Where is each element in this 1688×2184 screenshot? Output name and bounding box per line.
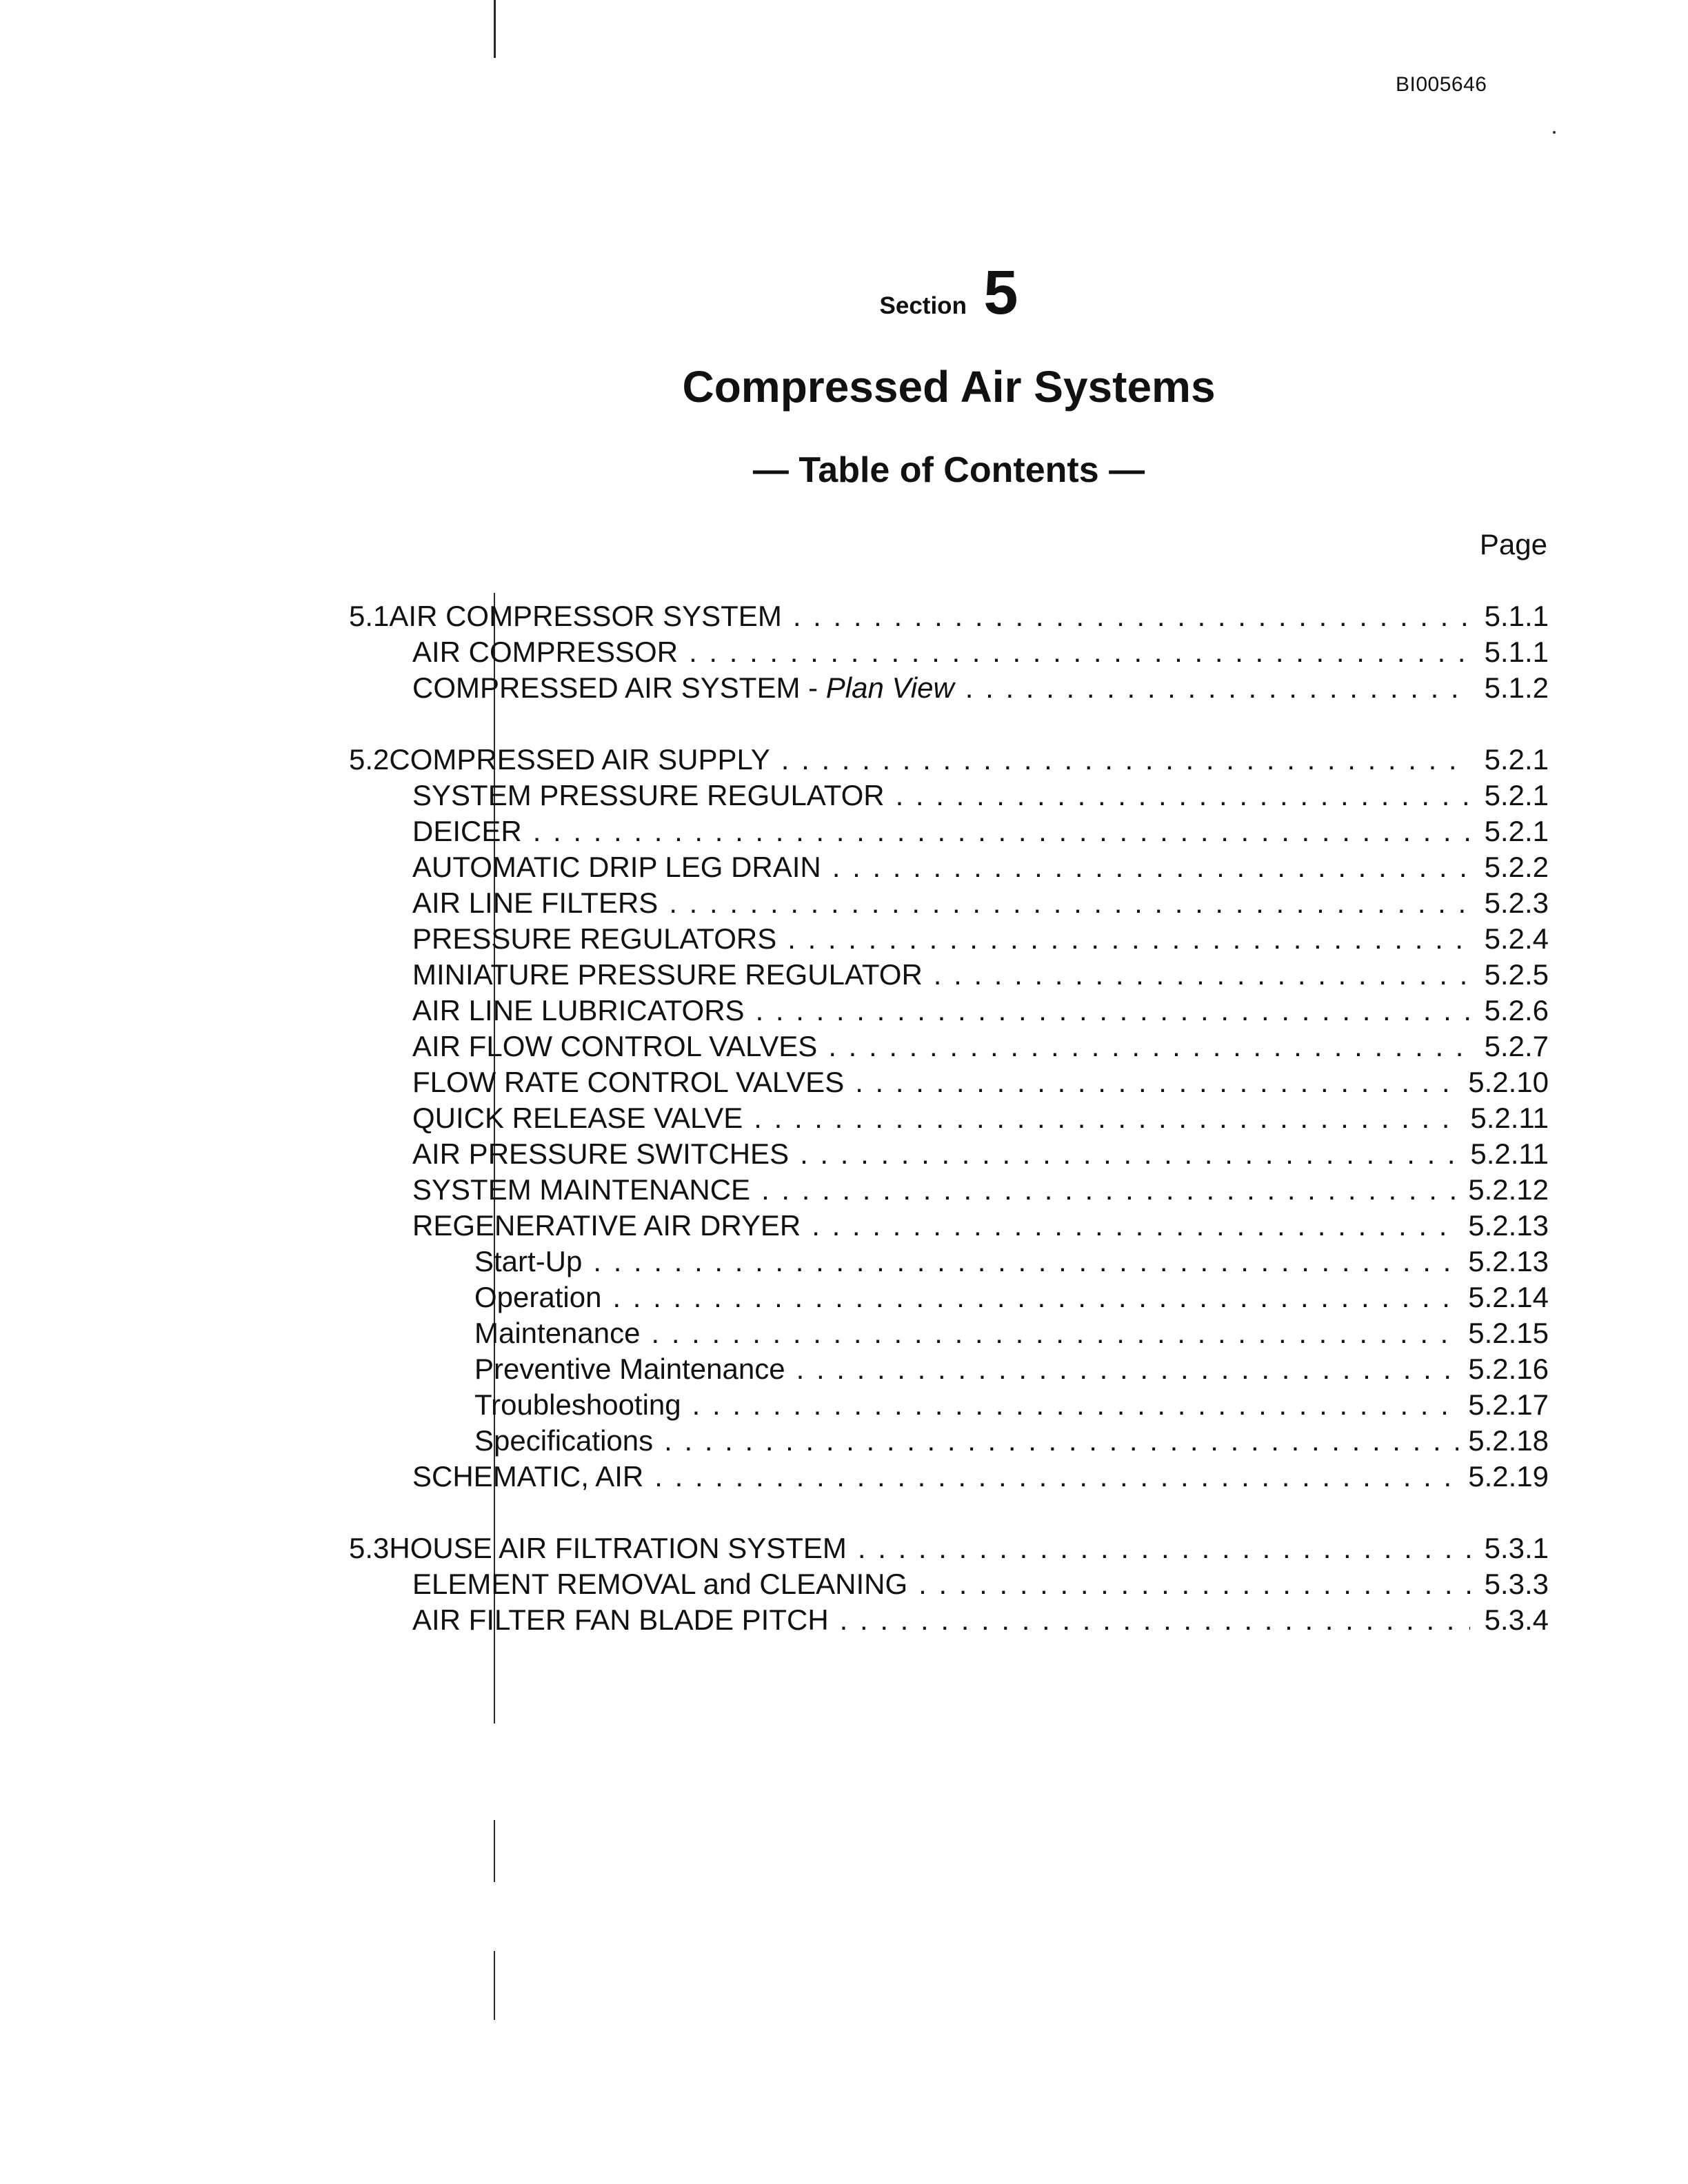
- toc-entry-label: [412, 1136, 789, 1172]
- toc-entry-label: [389, 1530, 847, 1566]
- document-id: BI005646: [1396, 73, 1487, 96]
- toc-entry[interactable]: [349, 1602, 1549, 1638]
- toc-page-number: 5.2.10: [1468, 1066, 1549, 1098]
- toc-entry[interactable]: [349, 1244, 1549, 1280]
- dot-leader: [761, 1172, 1458, 1208]
- toc-entry-label: [474, 1387, 681, 1423]
- toc-entry[interactable]: [349, 1459, 1549, 1495]
- toc-entry-label: [412, 1172, 750, 1208]
- dot-leader: [652, 1315, 1459, 1351]
- toc-entry-text: Troubleshooting: [474, 1388, 681, 1421]
- toc-entry-label: [389, 598, 781, 634]
- section-number: 5: [983, 259, 1018, 327]
- dot-leader: [840, 1602, 1470, 1638]
- toc-entry-text: AIR FLOW CONTROL VALVES: [412, 1030, 818, 1062]
- toc-entry[interactable]: [349, 742, 1549, 778]
- toc-page-number: 5.2.1: [1484, 815, 1549, 847]
- dot-leader: [934, 957, 1470, 993]
- toc-page-number: 5.2.11: [1470, 1138, 1549, 1170]
- toc-group: [349, 1530, 1549, 1638]
- toc-entry-label: [474, 1315, 641, 1351]
- toc-subtitle: — Table of Contents —: [752, 450, 1145, 490]
- dot-leader: [855, 1064, 1458, 1100]
- toc-group: [349, 742, 1549, 1495]
- toc-entry-label: [412, 634, 678, 670]
- toc-entry-label: [412, 1566, 907, 1602]
- toc-entry-label: [412, 1064, 844, 1100]
- toc-entry[interactable]: [349, 1172, 1549, 1208]
- toc-entry[interactable]: [349, 993, 1549, 1029]
- toc-page-number: 5.2.2: [1484, 851, 1549, 883]
- scan-speck: [1553, 131, 1556, 134]
- toc-entry-text: QUICK RELEASE VALVE: [412, 1102, 743, 1134]
- toc-entry[interactable]: [349, 1280, 1549, 1315]
- toc-entry-text: AIR COMPRESSOR SYSTEM: [389, 600, 782, 632]
- toc-entry-label: [412, 1100, 743, 1136]
- toc-page-number: 5.2.14: [1468, 1281, 1549, 1313]
- toc-entry[interactable]: [349, 1100, 1549, 1136]
- toc-entry[interactable]: [349, 813, 1549, 849]
- toc-entry[interactable]: [349, 1208, 1549, 1244]
- toc-page-number: 5.2.6: [1484, 994, 1549, 1027]
- scan-line-top: [494, 0, 496, 58]
- toc-entry-label: [389, 742, 770, 778]
- dot-leader: [593, 1244, 1458, 1280]
- toc-entry-label: [412, 1208, 801, 1244]
- toc-page-number: 5.2.13: [1468, 1245, 1549, 1277]
- toc-entry-text: MINIATURE PRESSURE REGULATOR: [412, 958, 923, 991]
- toc-entry[interactable]: [349, 598, 1549, 634]
- toc-entry-label: [412, 1029, 817, 1064]
- toc-section-number: 5.3: [349, 1532, 390, 1564]
- dot-leader: [664, 1423, 1458, 1459]
- toc-entry-label: [412, 1602, 829, 1638]
- section-heading: [0, 258, 1688, 329]
- page-title: Compressed Air Systems: [682, 362, 1216, 412]
- dot-leader: [533, 813, 1470, 849]
- toc-entry-italic-text: Plan View: [825, 671, 954, 704]
- toc-page-number: 5.1.1: [1484, 636, 1549, 668]
- toc-page-number: 5.2.13: [1468, 1209, 1549, 1242]
- dot-leader: [612, 1280, 1458, 1315]
- toc-entry-text: AUTOMATIC DRIP LEG DRAIN: [412, 851, 821, 883]
- toc-page-number: 5.2.1: [1484, 743, 1549, 776]
- toc-entry[interactable]: [349, 778, 1549, 813]
- toc-page-number: 5.1.1: [1484, 600, 1549, 632]
- dot-leader: [654, 1459, 1458, 1495]
- toc-page-number: 5.3.1: [1484, 1532, 1549, 1564]
- toc-page-number: 5.1.2: [1484, 671, 1549, 704]
- dot-leader: [918, 1566, 1470, 1602]
- toc-entry-label: [412, 993, 745, 1029]
- toc-entry[interactable]: [349, 1029, 1549, 1064]
- dot-leader: [756, 993, 1470, 1029]
- dot-leader: [812, 1208, 1458, 1244]
- toc-entry-text: COMPRESSED AIR SUPPLY: [389, 743, 770, 776]
- dot-leader: [692, 1387, 1459, 1423]
- toc-entry-label: [412, 670, 954, 706]
- toc-entry[interactable]: [349, 1387, 1549, 1423]
- toc-page-number: 5.2.4: [1484, 922, 1549, 955]
- toc-entry-text: REGENERATIVE AIR DRYER: [412, 1209, 801, 1242]
- toc-entry-text: Operation: [474, 1281, 602, 1313]
- toc-entry[interactable]: [349, 1423, 1549, 1459]
- toc-entry[interactable]: [349, 634, 1549, 670]
- toc-entry-label: [474, 1423, 653, 1459]
- dot-leader: [669, 885, 1470, 921]
- scan-line-lower: [494, 1820, 495, 1882]
- toc-entry-text: Start-Up: [474, 1245, 583, 1277]
- toc-entry[interactable]: [349, 1351, 1549, 1387]
- toc-page-number: 5.2.5: [1484, 958, 1549, 991]
- dot-leader: [832, 849, 1470, 885]
- dot-leader: [793, 598, 1470, 634]
- dot-leader: [781, 742, 1470, 778]
- toc-entry-label: [412, 957, 923, 993]
- toc-entry-label: [474, 1244, 582, 1280]
- toc-page-number: 5.2.17: [1468, 1388, 1549, 1421]
- toc-entry[interactable]: [349, 885, 1549, 921]
- toc-entry[interactable]: [349, 670, 1549, 706]
- toc-entry-label: [474, 1280, 601, 1315]
- toc-entry[interactable]: [349, 1315, 1549, 1351]
- toc-entry-text: AIR COMPRESSOR: [412, 636, 679, 668]
- toc-entry[interactable]: [349, 849, 1549, 885]
- toc-entry-label: [412, 778, 885, 813]
- toc-entry-label: [474, 1351, 785, 1387]
- dot-leader: [787, 921, 1470, 957]
- toc-entry-text: Preventive Maintenance: [474, 1353, 785, 1385]
- toc-entry-label: [412, 885, 658, 921]
- toc-entry-text: DEICER: [412, 815, 522, 847]
- toc-entry-text: AIR LINE FILTERS: [412, 887, 659, 919]
- toc-entry-label: [412, 813, 522, 849]
- toc-entry-label: [412, 1459, 643, 1495]
- toc-entry-text: SYSTEM MAINTENANCE: [412, 1173, 751, 1206]
- dot-leader: [828, 1029, 1470, 1064]
- toc-page-number: 5.2.16: [1468, 1353, 1549, 1385]
- toc-entry-label: [412, 921, 776, 957]
- toc-entry-text: SYSTEM PRESSURE REGULATOR: [412, 779, 885, 811]
- toc-section-number: 5.1: [349, 600, 390, 632]
- toc-entry-text: FLOW RATE CONTROL VALVES: [412, 1066, 845, 1098]
- toc-page-number: 5.2.7: [1484, 1030, 1549, 1062]
- dot-leader: [858, 1530, 1470, 1566]
- toc-entry[interactable]: [349, 1064, 1549, 1100]
- toc-entry-text: AIR FILTER FAN BLADE PITCH: [412, 1604, 829, 1636]
- toc-page-number: 5.2.11: [1470, 1102, 1549, 1134]
- dot-leader: [896, 778, 1470, 813]
- page-column-label: Page: [1479, 528, 1547, 560]
- toc-page-number: 5.2.3: [1484, 887, 1549, 919]
- toc-page-number: 5.2.18: [1468, 1424, 1549, 1457]
- toc-entry-text: Maintenance: [474, 1317, 641, 1349]
- toc-page-number: 5.3.3: [1484, 1568, 1549, 1600]
- toc-entry-label: [412, 849, 821, 885]
- toc-entry-text: ELEMENT REMOVAL and CLEANING: [412, 1568, 908, 1600]
- toc-entry-text: PRESSURE REGULATORS: [412, 922, 777, 955]
- toc-entry[interactable]: [349, 1566, 1549, 1602]
- toc-page-number: 5.2.1: [1484, 779, 1549, 811]
- scan-line-bottom: [494, 1951, 495, 2020]
- toc-entry[interactable]: [349, 921, 1549, 957]
- toc-page-number: 5.2.12: [1468, 1173, 1549, 1206]
- dot-leader: [754, 1100, 1460, 1136]
- toc-page-number: 5.2.19: [1468, 1460, 1549, 1493]
- toc-entry-text: AIR PRESSURE SWITCHES: [412, 1138, 790, 1170]
- dot-leader: [965, 670, 1470, 706]
- toc-entry-text: Specifications: [474, 1424, 654, 1457]
- dot-leader: [800, 1136, 1460, 1172]
- toc-entry-text: HOUSE AIR FILTRATION SYSTEM: [389, 1532, 847, 1564]
- toc-entry-text: AIR LINE LUBRICATORS: [412, 994, 745, 1027]
- toc-page-number: 5.2.15: [1468, 1317, 1549, 1349]
- toc-entry[interactable]: [349, 1136, 1549, 1172]
- section-label: Section: [879, 292, 967, 319]
- toc-section-number: 5.2: [349, 743, 390, 776]
- toc-entry[interactable]: [349, 957, 1549, 993]
- dot-leader: [689, 634, 1470, 670]
- toc-entry-text: COMPRESSED AIR SYSTEM -: [412, 671, 826, 704]
- dot-leader: [796, 1351, 1459, 1387]
- toc-entry-text: SCHEMATIC, AIR: [412, 1460, 644, 1493]
- toc-entry[interactable]: [349, 1530, 1549, 1566]
- toc-group: [349, 598, 1549, 706]
- toc-page-number: 5.3.4: [1484, 1604, 1549, 1636]
- table-of-contents: [349, 598, 1549, 1674]
